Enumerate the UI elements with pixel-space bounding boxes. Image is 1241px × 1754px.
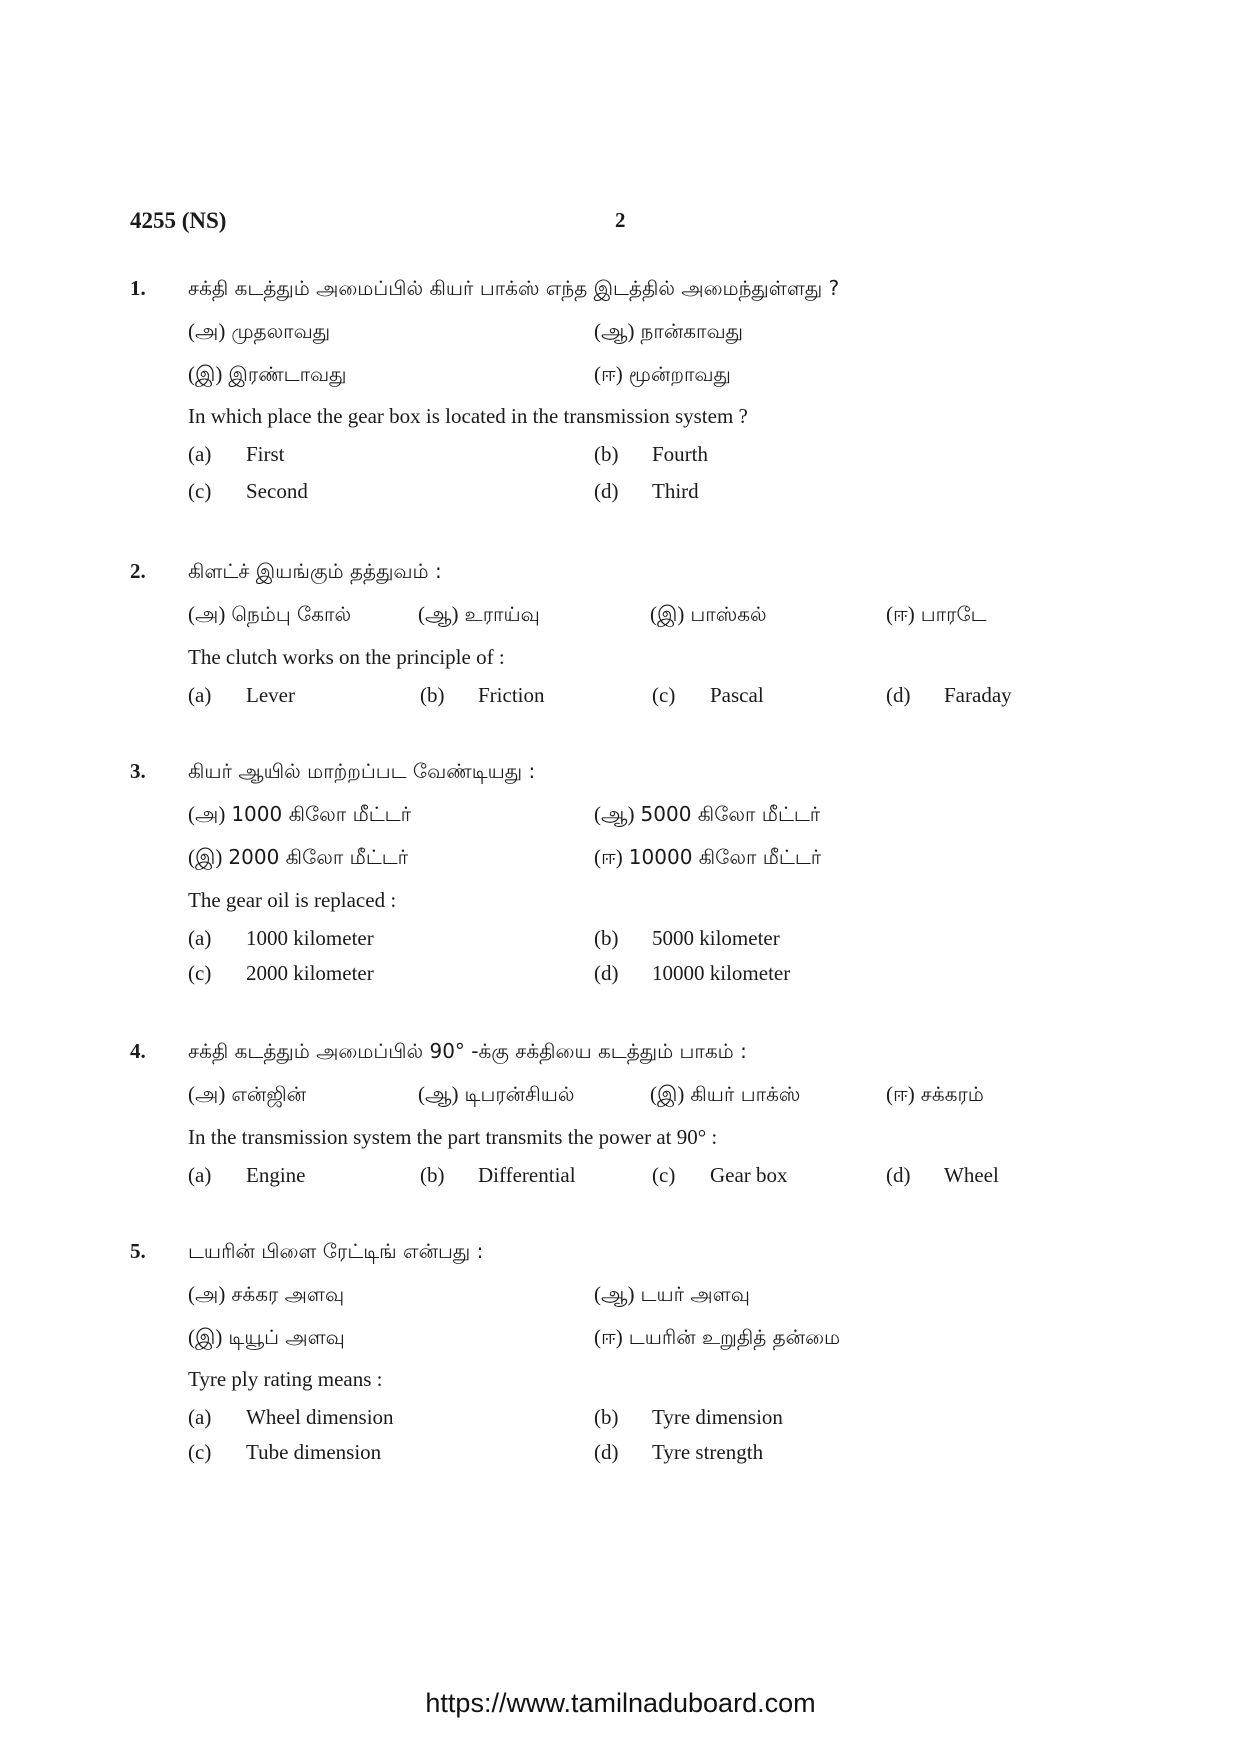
question-number: 1. [130, 276, 146, 300]
option-english-b: (b) Tyre dimension [594, 1405, 783, 1429]
option-tamil-1: (அ) 1000 கிலோ மீட்டர் [188, 802, 412, 826]
option-english-a: (a) Engine [188, 1163, 306, 1187]
question-text-tamil: டயரின் பிளை ரேட்டிங் என்பது : [188, 1239, 484, 1263]
option-english-a: (a) Wheel dimension [188, 1405, 394, 1429]
option-tamil-4: (ஈ) 10000 கிலோ மீட்டர் [594, 845, 822, 869]
option-tamil-2: (ஆ) டிபரன்சியல் [418, 1082, 575, 1106]
option-tamil-3: (இ) 2000 கிலோ மீட்டர் [188, 845, 409, 869]
option-tamil-4: (ஈ) டயரின் உறுதித் தன்மை [594, 1325, 841, 1349]
option-tamil-2: (ஆ) உராய்வு [418, 602, 540, 626]
option-english-d: (d) Wheel [886, 1163, 999, 1187]
option-english-c: (c) Second [188, 479, 308, 503]
option-english-b: (b) Friction [420, 683, 545, 707]
question-text-tamil: சக்தி கடத்தும் அமைப்பில் கியர் பாக்ஸ் எந்த இடத்தில் அமைந்துள்ளது ? [188, 276, 840, 300]
option-tamil-1: (அ) சக்கர அளவு [188, 1282, 345, 1306]
option-english-a: (a) 1000 kilometer [188, 926, 374, 950]
question-text-tamil: கியர் ஆயில் மாற்றப்பட வேண்டியது : [188, 759, 536, 783]
paper-code: 4255 (NS) [130, 208, 227, 233]
option-tamil-1: (அ) நெம்பு கோல் [188, 602, 352, 626]
footer-url: https://www.tamilnaduboard.com [425, 1688, 816, 1718]
option-tamil-1: (அ) முதலாவது [188, 319, 331, 343]
question-text-english: In the transmission system the part transmits the power at 90° : [188, 1125, 718, 1149]
option-tamil-3: (இ) பாஸ்கல் [650, 602, 767, 626]
option-english-b: (b) 5000 kilometer [594, 926, 780, 950]
question-text-english: The clutch works on the principle of : [188, 645, 505, 669]
option-tamil-3: (இ) கியர் பாக்ஸ் [650, 1082, 801, 1106]
question-number: 3. [130, 759, 146, 783]
question-text-english: Tyre ply rating means : [188, 1367, 383, 1391]
option-english-c: (c) Tube dimension [188, 1440, 382, 1464]
question-number: 5. [130, 1239, 146, 1263]
option-tamil-2: (ஆ) டயர் அளவு [594, 1282, 750, 1306]
option-english-d: (d) Third [594, 479, 699, 503]
option-tamil-4: (ஈ) பாரடே [886, 602, 987, 626]
question-number: 2. [130, 559, 146, 583]
option-english-a: (a) First [188, 442, 285, 466]
option-tamil-1: (அ) என்ஜின் [188, 1082, 307, 1106]
option-english-c: (c) 2000 kilometer [188, 961, 374, 985]
question-text-english: The gear oil is replaced : [188, 888, 397, 912]
question-text-english: In which place the gear box is located in the transmission system ? [188, 404, 748, 428]
option-tamil-4: (ஈ) மூன்றாவது [594, 362, 731, 386]
option-tamil-3: (இ) இரண்டாவது [188, 362, 347, 386]
option-english-b: (b) Differential [420, 1163, 576, 1187]
page-number: 2 [615, 208, 626, 232]
option-tamil-3: (இ) டியூப் அளவு [188, 1325, 345, 1349]
option-tamil-2: (ஆ) நான்காவது [594, 319, 743, 343]
option-english-d: (d) 10000 kilometer [594, 961, 791, 985]
question-number: 4. [130, 1039, 146, 1063]
option-english-b: (b) Fourth [594, 442, 709, 466]
option-tamil-2: (ஆ) 5000 கிலோ மீட்டர் [594, 802, 821, 826]
option-english-d: (d) Faraday [886, 683, 1012, 707]
option-english-a: (a) Lever [188, 683, 295, 707]
question-text-tamil: சக்தி கடத்தும் அமைப்பில் 90° -க்கு சக்தியை கடத்தும் பாகம் : [188, 1039, 747, 1063]
option-english-d: (d) Tyre strength [594, 1440, 764, 1464]
question-text-tamil: கிளட்ச் இயங்கும் தத்துவம் : [188, 559, 442, 583]
option-tamil-4: (ஈ) சக்கரம் [886, 1082, 984, 1106]
option-english-c: (c) Pascal [652, 683, 764, 707]
option-english-c: (c) Gear box [652, 1163, 788, 1187]
